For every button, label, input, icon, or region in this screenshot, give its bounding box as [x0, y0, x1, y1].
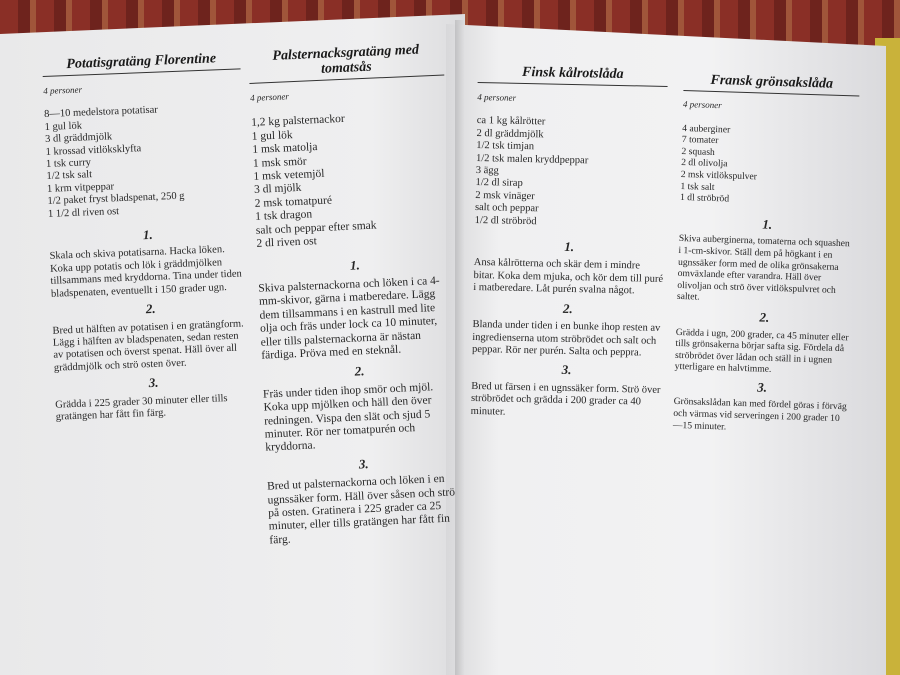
- ingredient-item: 2 msk tomatpuré: [254, 194, 333, 210]
- ingredient-item: 1/2 tsk malen kryddpeppar: [475, 152, 589, 166]
- ingredient-item: 4 auberginer: [682, 122, 731, 136]
- ingredient-item: 1 msk vetemjöl: [253, 167, 325, 183]
- recipe-title: Potatisgratäng Florentine: [66, 51, 217, 73]
- ingredient-item: 1/2 tsk salt: [46, 169, 93, 183]
- ingredient-item: 2 dl olivolja: [680, 157, 728, 170]
- ingredient-list: [44, 102, 246, 221]
- ingredient-item: 1 tsk salt: [680, 180, 715, 193]
- ingredient-item: 2 squash: [681, 145, 715, 158]
- ingredient-item: 2 msk vitlökspulver: [680, 168, 758, 183]
- step-number: 1.: [762, 216, 773, 232]
- ingredient-item: 3 ägg: [475, 165, 499, 177]
- ingredient-item: 3 dl gräddmjölk: [44, 131, 113, 146]
- ingredient-item: 1/2 dl sirap: [475, 177, 523, 190]
- step-number: 1.: [142, 226, 154, 243]
- step-number: 3.: [757, 379, 768, 395]
- book-gutter: [455, 20, 469, 675]
- step-text: Bred ut färsen i en ugnssäker form. Strö över ströbrödet och grädda i 200 grader ca 40 minuter.: [470, 380, 661, 418]
- recipe-title: Fransk grönsakslåda: [710, 72, 834, 92]
- step-number: 2.: [354, 363, 365, 379]
- ingredient-item: 1 tsk curry: [45, 157, 92, 170]
- ingredient-item: 1 krossad vitlöksklyfta: [45, 142, 142, 158]
- servings-label: 4 personer: [43, 84, 83, 96]
- step-number: 3.: [561, 362, 572, 378]
- step-number: 1.: [349, 257, 361, 274]
- step-number: 2.: [562, 300, 573, 316]
- step-number: 1.: [564, 238, 575, 255]
- step-text: Bred ut hälften av potatisen i en gratängform. Lägg i hälften av bladspenaten, sedan resten av potatisen och överst spenat. Häll över all gräddmjölk och strö osten över.: [52, 317, 244, 374]
- ingredient-item: ca 1 kg kålrötter: [476, 115, 546, 128]
- step-number: 2.: [145, 300, 156, 317]
- step-text: Grädda i ugn, 200 grader, ca 45 minuter eller tills grönsakerna börjar safta sig. Fördela då ströbrödet över lådan och ställ in i ugnen ytterligare en halvtimme.: [674, 326, 849, 376]
- ingredient-item: 1 msk smör: [252, 155, 307, 170]
- recipe-title: Palsternacksgratäng med tomatsås: [272, 42, 420, 77]
- ingredient-item: 1 dl ströbröd: [679, 192, 730, 205]
- ingredient-list: [475, 115, 667, 231]
- step-text: Skala och skiva potatisarna. Hacka löken. Koka upp potatis och lök i gräddmjölken tillsammans med kryddorna. Tina under tiden bladspenaten, eventuellt i 150 grader ugn.: [49, 244, 242, 300]
- step-number: 3.: [358, 455, 369, 472]
- step-text: Skiva auberginerna, tomaterna och squashen i 1-cm-skivor. Ställ dem på högkant i en ugnssäker form med de olika grönsakerna omväxlande efter varandra. Häll över olivoljan och strö över vitlökspulvret och saltet.: [676, 233, 850, 303]
- step-number: 3.: [148, 374, 159, 391]
- ingredient-item: 1 gul lök: [251, 128, 293, 143]
- servings-label: 4 personer: [682, 98, 722, 111]
- ingredient-item: 1 tsk dragon: [255, 208, 313, 224]
- ingredient-item: salt och peppar efter smak: [255, 219, 377, 237]
- ingredient-item: 1/2 dl ströbröd: [474, 214, 537, 227]
- ingredient-item: 2 msk vinäger: [475, 189, 535, 203]
- recipe-column: [42, 50, 254, 430]
- step-text: Grönsakslådan kan med fördel göras i förväg och värmas vid serveringen i 200 grader 10—15 minuter.: [672, 396, 847, 433]
- ingredient-item: 1 msk matolja: [252, 141, 318, 157]
- step-text: Skiva palsternackorna och löken i ca 4-mm-skivor, gärna i matberedare. Lägg dem tillsammans i en kastrull med lite olja och fräs under lock ca 10 minuter, eller tills palsternackorna är nästan färdiga. Pröva med en steknål.: [258, 274, 440, 362]
- ingredient-item: 1/2 paket fryst bladspenat, 250 g: [47, 190, 185, 208]
- ingredient-item: 1 gul lök: [44, 120, 83, 133]
- ingredient-item: 2 dl gräddmjölk: [476, 127, 544, 141]
- step-number: 2.: [759, 309, 770, 325]
- servings-label: 4 personer: [249, 91, 290, 103]
- step-text: Blanda under tiden i en bunke ihop resten av ingredienserna utom ströbrödet och salt och peppar. Rör ner purén. Salta och peppra.: [471, 319, 661, 359]
- step-text: Fräs under tiden ihop smör och mjöl. Koka upp mjölken och häll den över redningen. Vispa den slät och sjud 5 minuter. Rör ner tomatpurén och kryddorna.: [262, 380, 434, 454]
- ingredient-item: 3 dl mjölk: [253, 182, 302, 197]
- ingredient-item: 1/2 tsk timjan: [476, 140, 535, 153]
- ingredient-item: 1,2 kg palsternackor: [250, 113, 345, 130]
- ingredient-list: [251, 109, 452, 251]
- servings-label: 4 personer: [477, 91, 517, 103]
- ingredient-item: 2 dl riven ost: [256, 235, 318, 250]
- ingredient-item: 1 krm vitpeppar: [46, 181, 115, 195]
- ingredient-item: 7 tomater: [681, 134, 719, 147]
- step-text: Grädda i 225 grader 30 minuter eller tills gratängen har fått fin färg.: [55, 392, 228, 423]
- ingredient-item: salt och peppar: [474, 202, 539, 215]
- ingredient-item: 1 1/2 dl riven ost: [47, 205, 120, 220]
- ingredient-item: 8—10 medelstora potatisar: [43, 105, 159, 121]
- ingredient-list: [680, 123, 858, 210]
- recipe-column: [470, 64, 667, 428]
- recipe-column: [248, 41, 465, 553]
- step-text: Bred ut palsternackorna och löken i en ugnssäker form. Häll över såsen och strö på osten. Gratinera i 225 grader ca 25 minuter, eller tills gratängen har fått fin färg.: [266, 473, 456, 547]
- step-text: Ansa kålrötterna och skär dem i mindre bitar. Koka dem mjuka, och kör dem till puré i matberedare. Låt purén svalna något.: [473, 257, 664, 297]
- recipe-column: [673, 72, 860, 443]
- recipe-title: Finsk kålrotslåda: [521, 64, 624, 83]
